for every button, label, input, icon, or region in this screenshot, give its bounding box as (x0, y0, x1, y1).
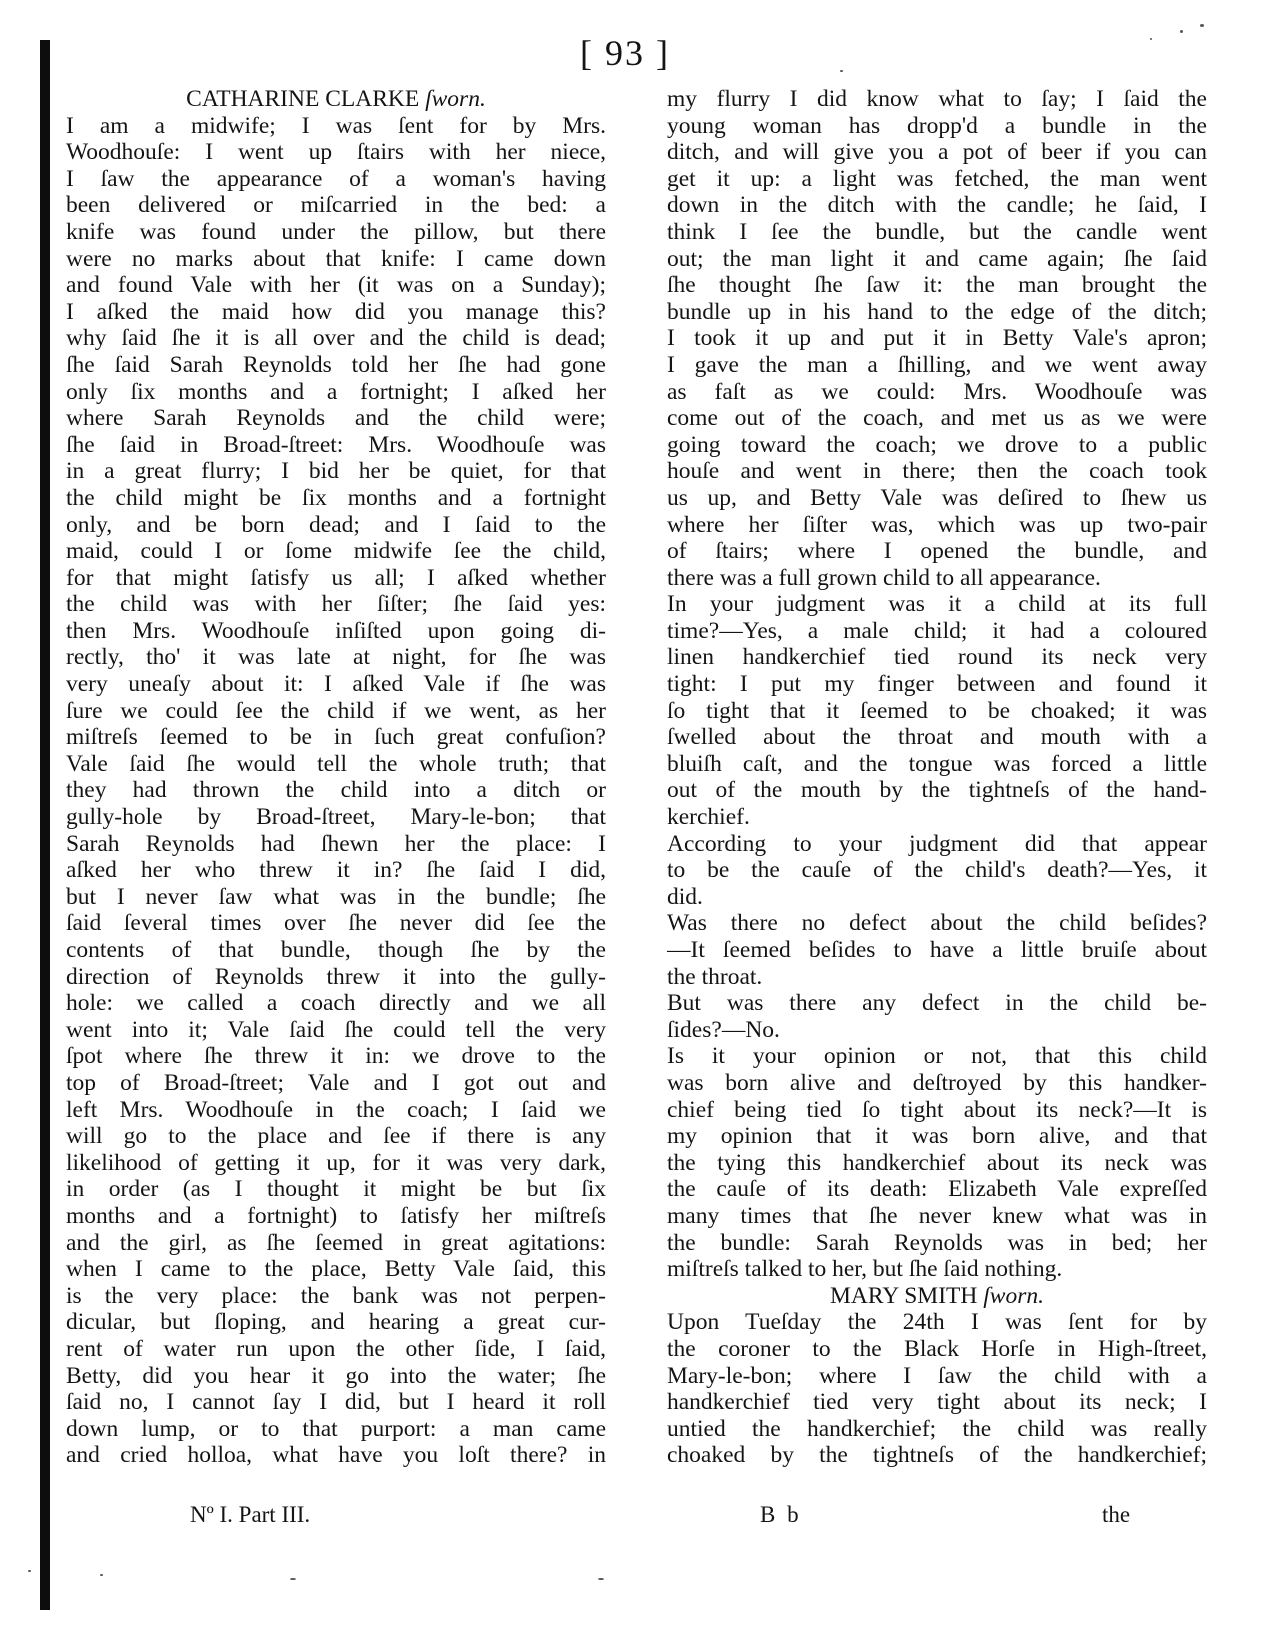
text-line: think I ſee the bundle, but the candle went (667, 218, 1207, 245)
text-line: ſpot where ſhe threw it in: we drove to the (66, 1043, 606, 1070)
text-line: houſe and went in there; then the coach took (667, 458, 1207, 485)
paper-speck (598, 1578, 604, 1580)
text-line: Sarah Reynolds had ſhewn her the place: I (66, 830, 606, 857)
text-line: time?—Yes, a male child; it had a coloured (667, 617, 1207, 644)
witness-name: CATHARINE CLARKE (186, 86, 420, 112)
text-line: handkerchief tied very tight about its neck; I (667, 1389, 1207, 1416)
text-line: Upon Tueſday the 24th I was ſent for by (667, 1309, 1207, 1336)
paper-speck (1200, 24, 1204, 27)
text-line: In your judgment was it a child at its full (667, 591, 1207, 618)
text-line: Betty, did you hear it go into the water; ſhe (66, 1362, 606, 1389)
text-line: to be the cauſe of the child's death?—Yes, it (667, 857, 1207, 884)
text-line: the tying this handkerchief about its neck was (667, 1149, 1207, 1176)
text-line: aſked her who threw it in? ſhe ſaid I did, (66, 857, 606, 884)
left-column (66, 86, 606, 1469)
text-line: there was a full grown child to all appearance. (667, 564, 1101, 591)
text-line: in a great flurry; I bid her be quiet, for that (66, 458, 606, 485)
text-line: kerchief. (667, 804, 750, 831)
text-line: But was there any defect in the child be- (667, 990, 1207, 1017)
text-line: when I came to the place, Betty Vale ſaid, this (66, 1256, 606, 1283)
page-number: [ 93 ] (580, 33, 670, 73)
text-line: of ſtairs; where I opened the bundle, and (667, 538, 1207, 565)
text-line: and cried holloa, what have you loſt there? in (66, 1442, 606, 1469)
text-line: the child might be ſix months and a fortnight (66, 484, 606, 511)
text-line: tight: I put my finger between and found it (667, 671, 1207, 698)
text-line: my flurry I did know what to ſay; I ſaid the (667, 86, 1207, 112)
text-line: out of the mouth by the tightneſs of the hand- (667, 777, 1207, 804)
text-line: miſtreſs talked to her, but ſhe ſaid nothing. (667, 1256, 1063, 1283)
text-line: get it up: a light was fetched, the man went (667, 165, 1207, 192)
paper-speck (100, 1574, 103, 1576)
text-line: ſo tight that it ſeemed to be choaked; it was (667, 697, 1207, 724)
text-line: Vale ſaid ſhe would tell the whole truth; that (66, 750, 606, 777)
text-line: months and a fortnight) to ſatisfy her miſtreſs (66, 1202, 606, 1229)
right-column (667, 86, 1207, 1469)
witness-name: MARY SMITH (830, 1282, 978, 1309)
text-line: is the very place: the bank was not perpen- (66, 1282, 606, 1309)
text-line: the child was with her ſiſter; ſhe ſaid yes: (66, 591, 606, 618)
text-line: Woodhouſe: I went up ſtairs with her niece, (66, 139, 606, 166)
witness-heading-smith (667, 1283, 1207, 1310)
text-line: ſaid no, I cannot ſay I did, but I heard it roll (66, 1389, 606, 1416)
text-line: young woman has dropp'd a bundle in the (667, 112, 1207, 139)
paper-speck (840, 70, 843, 72)
text-line: down in the ditch with the candle; he ſaid, I (667, 192, 1207, 219)
text-line: knife was found under the pillow, but there (66, 218, 606, 245)
signature-mark: B b (760, 1502, 802, 1527)
text-line: went into it; Vale ſaid ſhe could tell the very (66, 1016, 606, 1043)
text-line: rent of water run upon the other ſide, I ſaid, (66, 1335, 606, 1362)
text-line: I took it up and put it in Betty Vale's apron; (667, 325, 1207, 352)
text-line: linen handkerchief tied round its neck very (667, 644, 1207, 671)
text-line: my opinion that it was born alive, and that (667, 1123, 1207, 1150)
text-line: were no marks about that knife: I came down (66, 245, 606, 272)
text-line: untied the handkerchief; the child was really (667, 1415, 1207, 1442)
text-line: bluiſh caſt, and the tongue was forced a little (667, 750, 1207, 777)
text-line: hole: we called a coach directly and we all (66, 990, 606, 1017)
text-line: and the girl, as ſhe ſeemed in great agitations: (66, 1229, 606, 1256)
text-line: top of Broad-ſtreet; Vale and I got out and (66, 1069, 606, 1096)
text-line: ſhe ſaid in Broad-ſtreet: Mrs. Woodhouſe was (66, 431, 606, 458)
text-line: they had thrown the child into a ditch or (66, 777, 606, 804)
text-line: down lump, or to that purport: a man came (66, 1415, 606, 1442)
text-line: in order (as I thought it might be but ſix (66, 1176, 606, 1203)
text-line: as faſt as we could: Mrs. Woodhouſe was (667, 378, 1207, 405)
text-line: come out of the coach, and met us as we were (667, 405, 1207, 432)
paper-speck (290, 1578, 296, 1580)
text-line: us up, and Betty Vale was deſired to ſhew us (667, 484, 1207, 511)
text-line: Is it your opinion or not, that this child (667, 1043, 1207, 1070)
text-line: then Mrs. Woodhouſe inſiſted upon going di- (66, 617, 606, 644)
testimony-text (66, 113, 606, 1469)
text-line: gully-hole by Broad-ſtreet, Mary-le-bon; that (66, 804, 606, 831)
text-line: where Sarah Reynolds and the child were; (66, 405, 606, 432)
testimony-text-continued (667, 86, 1207, 1283)
text-line: —It ſeemed beſides to have a little bruiſe about (667, 937, 1207, 963)
text-line: many times that ſhe never knew what was in (667, 1202, 1207, 1229)
witness-heading-clarke (66, 86, 606, 113)
text-line: direction of Reynolds threw it into the gully- (66, 963, 606, 990)
paper-speck (28, 1570, 31, 1572)
sworn-label: ſworn. (425, 86, 486, 112)
text-line: contents of that bundle, though ſhe by the (66, 937, 606, 963)
sworn-label: ſworn. (983, 1282, 1044, 1309)
text-line: been delivered or miſcarried in the bed: a (66, 192, 606, 219)
text-line: likelihood of getting it up, for it was very dark, (66, 1149, 606, 1176)
text-line: was born alive and deſtroyed by this handker- (667, 1069, 1207, 1096)
binding-shadow (40, 40, 50, 1610)
text-line: the throat. (667, 963, 763, 990)
text-line: According to your judgment did that appear (667, 830, 1207, 857)
text-line: I am a midwife; I was ſent for by Mrs. (66, 112, 606, 139)
text-line: ſhe thought ſhe ſaw it: the man brought the (667, 272, 1207, 299)
text-line: left Mrs. Woodhouſe in the coach; I ſaid we (66, 1096, 606, 1123)
text-line: maid, could I or ſome midwife ſee the child, (66, 538, 606, 565)
text-line: very uneaſy about it: I aſked Vale if ſhe was (66, 671, 606, 698)
text-line: and found Vale with her (it was on a Sunday); (66, 272, 606, 299)
text-line: ditch, and will give you a pot of beer if you can (667, 139, 1207, 166)
text-line: rectly, tho' it was late at night, for ſhe was (66, 644, 606, 671)
text-line: why ſaid ſhe it is all over and the child is dead; (66, 325, 606, 352)
text-line: choaked by the tightneſs of the handkerchief; (667, 1442, 1207, 1469)
text-line: the cauſe of its death: Elizabeth Vale expreſſed (667, 1176, 1207, 1203)
text-line: bundle up in his hand to the edge of the ditch; (667, 298, 1207, 325)
text-line: only, and be born dead; and I ſaid to the (66, 511, 606, 538)
text-line: Was there no defect about the child beſides? (667, 910, 1207, 937)
text-line: ſaid ſeveral times over ſhe never did ſee the (66, 910, 606, 937)
text-line: I gave the man a ſhilling, and we went away (667, 351, 1207, 378)
text-line: the coroner to the Black Horſe in High-ſtreet, (667, 1335, 1207, 1362)
text-line: I ſaw the appearance of a woman's having (66, 165, 606, 192)
text-line: for that might ſatisfy us all; I aſked whether (66, 564, 606, 591)
text-line: going toward the coach; we drove to a public (667, 431, 1207, 458)
text-line: only ſix months and a fortnight; I aſked her (66, 378, 606, 405)
text-line: did. (667, 883, 703, 910)
text-line: ſwelled about the throat and mouth with a (667, 724, 1207, 751)
testimony-text-smith (667, 1309, 1207, 1469)
catchword: the (1102, 1502, 1131, 1527)
text-line: the bundle: Sarah Reynolds was in bed; her (667, 1229, 1207, 1256)
text-line: out; the man light it and came again; ſhe ſaid (667, 245, 1207, 272)
text-line: but I never ſaw what was in the bundle; ſhe (66, 883, 606, 910)
text-line: ſhe ſaid Sarah Reynolds told her ſhe had gone (66, 351, 606, 378)
text-line: will go to the place and ſee if there is any (66, 1123, 606, 1150)
text-line: Mary-le-bon; where I ſaw the child with a (667, 1362, 1207, 1389)
text-line: miſtreſs ſeemed to be in ſuch great confuſion? (66, 724, 606, 751)
text-line: ſure we could ſee the child if we went, as her (66, 697, 606, 724)
paper-speck (1180, 30, 1183, 33)
text-line: ſides?—No. (667, 1016, 780, 1043)
text-line: dicular, but ſloping, and hearing a great cur- (66, 1309, 606, 1336)
paper-speck (1150, 38, 1152, 40)
part-label: Nº I. Part III. (190, 1502, 311, 1527)
text-line: chief being tied ſo tight about its neck?—It is (667, 1096, 1207, 1123)
text-line: I aſked the maid how did you manage this? (66, 298, 606, 325)
text-line: where her ſiſter was, which was up two-pair (667, 511, 1207, 538)
